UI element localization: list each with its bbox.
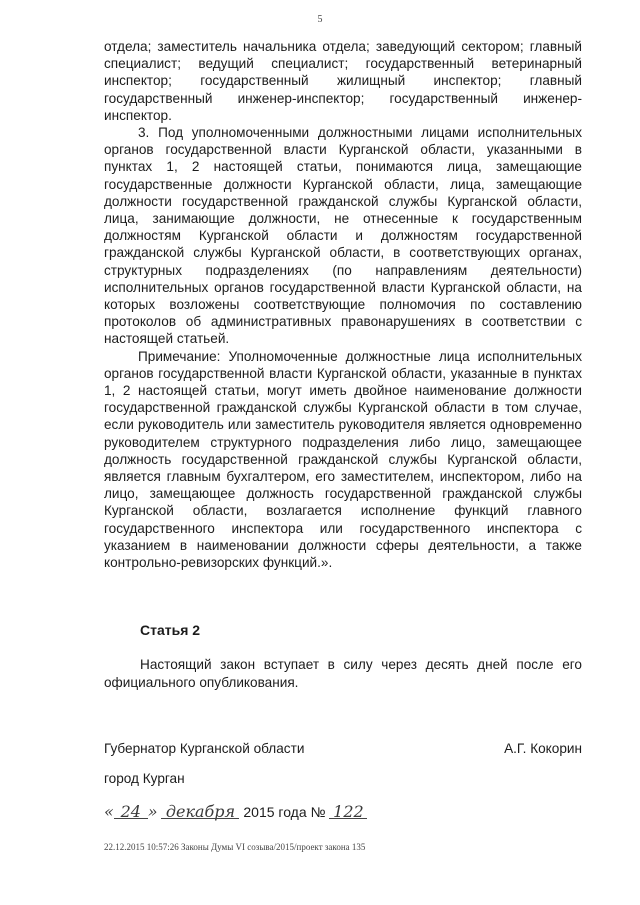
paragraph-note: Примечание: Уполномоченные должностные лица исполнительных органов государственной власти Курганской области, указанные в пунктах 1, 2 настоящей статьи, могут иметь двойное наименование должности государственной гражданской службы Курганской области в том случае, если руководитель или заместитель руководителя является одновременно руководителем структурного подразделения либо лицо, замещающее должность государственной гражданской службы Курганской области, является главным бухгалтером, его заместителем, инспектором, либо на лицо, замещающее должность государственной гражданской службы Курганской области, возлагается исполнение функций главного государственного инспектора или государственного инспектора с указанием в наименовании должности сферы деятельности, а также контрольно-ревизорских функций.». (104, 348, 582, 571)
handwritten-month: декабря (165, 802, 236, 821)
signatory-name: А.Г. Кокорин (504, 741, 582, 756)
page-number: 5 (317, 14, 323, 25)
city-line: город Курган (104, 771, 185, 786)
paragraph-positions-list: отдела; заместитель начальника отдела; заведующий сектором; главный специалист; ведущий специалист; государственный ветеринарный инспектор; государственный жилищный инспектор; главный государственный инженер-инспектор; государственный инженер-инспектор. (104, 39, 582, 123)
quote-open: « (104, 802, 114, 821)
article-2-text: Настоящий закон вступает в силу через десять дней после его официального опубликования. (104, 657, 582, 690)
quote-close: » (147, 802, 158, 821)
handwritten-number: 122 (333, 802, 364, 821)
signatory-position: Губернатор Курганской области (104, 741, 305, 756)
date-line (104, 802, 367, 821)
handwritten-day: 24 (120, 802, 141, 821)
file-footer: 22.12.2015 10:57:26 Законы Думы VI созыва/2015/проект закона 135 (104, 842, 366, 852)
paragraph-clause-3: 3. Под уполномоченными должностными лицами исполнительных органов государственной власти Курганской области, указанными в пунктах 1, 2 настоящей статьи, понимаются лица, замещающие государственные должности Курганской области, лица, замещающие должности государственной гражданской службы Курганской области, лица, занимающие должности, не отнесенные к государственным должностям Курганской области и должностям государственной гражданской службы Курганской области, в соответствующих органах, структурных подразделениях (по направлениям деятельности) исполнительных органов государственной власти Курганской области, на которых возложены соответствующие полномочия по составлению протоколов об административных правонарушениях в соответствии с настоящей статьей. (104, 125, 582, 347)
law-text (104, 38, 582, 571)
article-heading: Статья 2 (140, 622, 201, 638)
year-label: 2015 года № (243, 804, 326, 820)
